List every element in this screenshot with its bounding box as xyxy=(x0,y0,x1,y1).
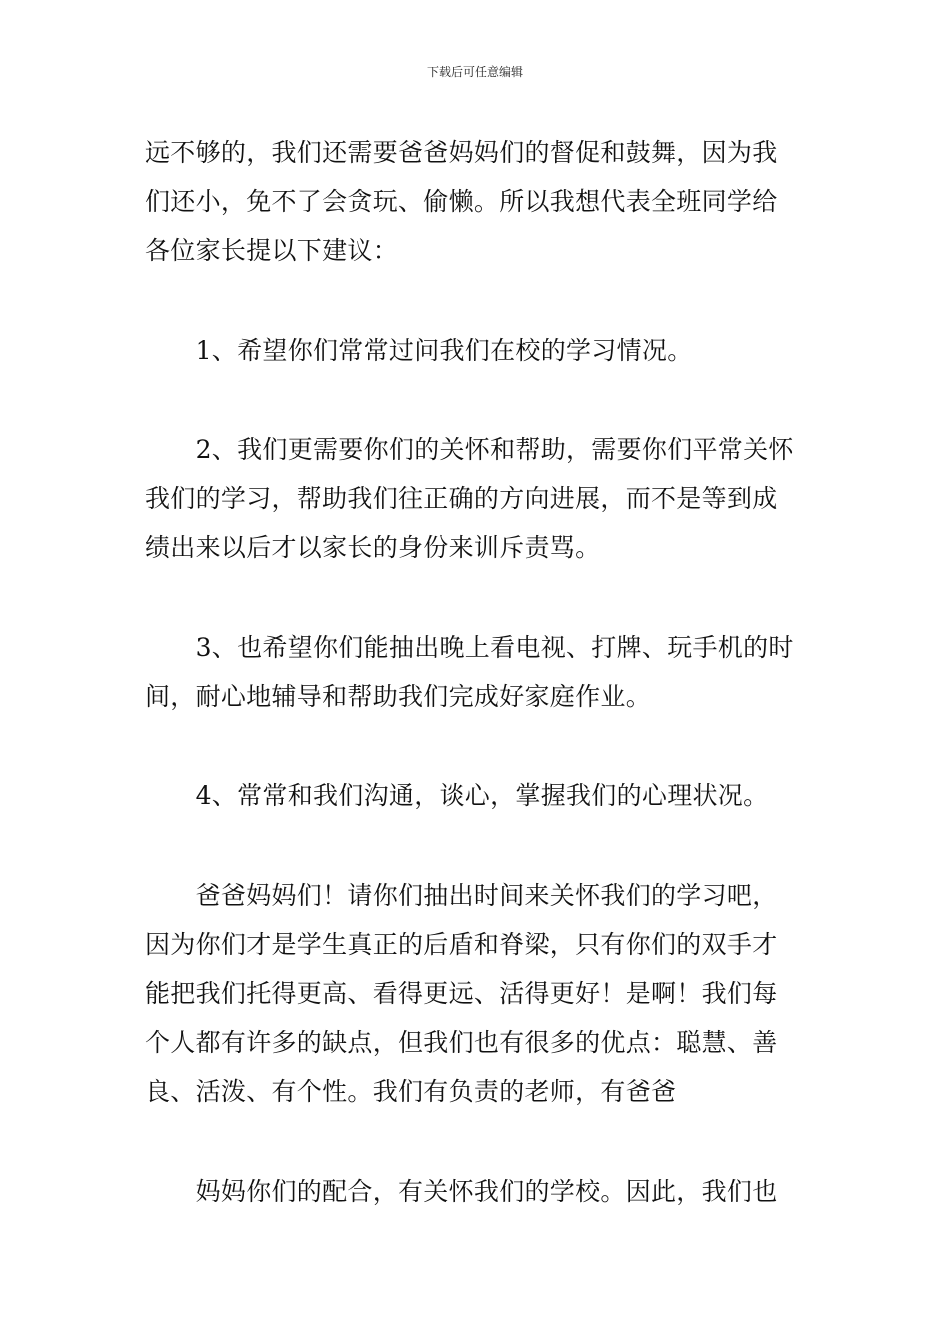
body-text-line: 爸爸妈妈们！请你们抽出时间来关怀我们的学习吧， xyxy=(145,881,778,910)
body-text-line: 个人都有许多的缺点，但我们也有很多的优点：聪慧、善 xyxy=(145,1028,778,1057)
body-text-line: 能把我们托得更高、看得更远、活得更好！是啊！我们每 xyxy=(145,979,778,1008)
body-text-line: 间，耐心地辅导和帮助我们完成好家庭作业。 xyxy=(145,682,652,711)
body-text-line: 1、希望你们常常过问我们在校的学习情况。 xyxy=(145,336,693,365)
body-text-line: 远不够的，我们还需要爸爸妈妈们的督促和鼓舞，因为我 xyxy=(145,138,778,167)
body-text-line: 3、也希望你们能抽出晚上看电视、打牌、玩手机的时 xyxy=(145,633,794,662)
body-text-line: 2、我们更需要你们的关怀和帮助，需要你们平常关怀 xyxy=(145,435,794,464)
body-text-line: 良、活泼、有个性。我们有负责的老师，有爸爸 xyxy=(145,1077,677,1106)
body-text-line: 4、常常和我们沟通，谈心，掌握我们的心理状况。 xyxy=(145,781,769,810)
body-text-line: 我们的学习，帮助我们往正确的方向进展，而不是等到成 xyxy=(145,484,778,513)
body-text-line: 因为你们才是学生真正的后盾和脊梁，只有你们的双手才 xyxy=(145,930,778,959)
body-text-line: 妈妈你们的配合，有关怀我们的学校。因此，我们也 xyxy=(145,1177,778,1206)
body-text-line: 各位家长提以下建议： xyxy=(145,236,399,265)
body-text-line: 们还小，免不了会贪玩、偷懒。所以我想代表全班同学给 xyxy=(145,187,778,216)
body-text-line: 绩出来以后才以家长的身份来训斥责骂。 xyxy=(145,533,601,562)
page-header: 下载后可任意编辑 xyxy=(426,65,523,79)
